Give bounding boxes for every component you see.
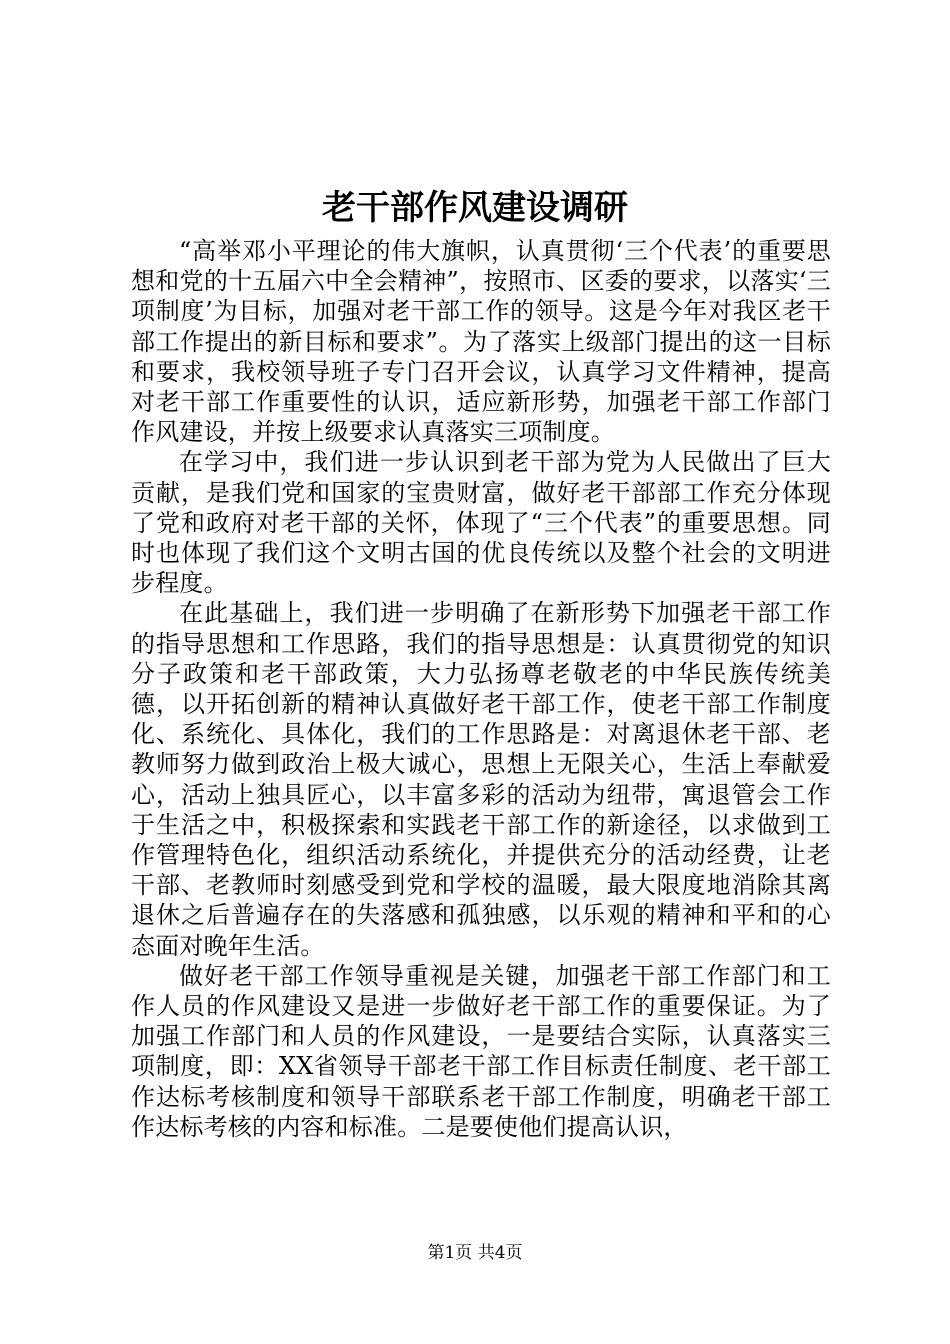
paragraph-2: 在学习中，我们进一步认识到老干部为党为人民做出了巨大贡献，是我们党和国家的宝贵财富，做好老干部部工作充分体现了党和政府对老干部的关怀，体现了“三个代表”的重要思想。同时也体现了我们这个文明古国的优良传统以及整个社会的文明进步程度。 bbox=[131, 448, 831, 598]
document-body bbox=[131, 236, 831, 1142]
paragraph-3: 在此基础上，我们进一步明确了在新形势下加强老干部工作的指导思想和工作思路，我们的指导思想是：认真贯彻党的知识分子政策和老干部政策，大力弘扬尊老敬老的中华民族传统美德，以开拓创新的精神认真做好老干部工作，使老干部工作制度化、系统化、具体化，我们的工作思路是：对离退休老干部、老教师努力做到政治上极大诚心，思想上无限关心，生活上奉献爱心，活动上独具匠心，以丰富多彩的活动为纽带，寓退管会工作于生活之中，积极探索和实践老干部工作的新途径，以求做到工作管理特色化，组织活动系统化，并提供充分的活动经费，让老干部、老教师时刻感受到党和学校的温暖，最大限度地消除其离退休之后普遍存在的失落感和孤独感，以乐观的精神和平和的心态面对晚年生活。 bbox=[131, 599, 831, 960]
paragraph-4: 做好老干部工作领导重视是关键，加强老干部工作部门和工作人员的作风建设又是进一步做好老干部工作的重要保证。为了加强工作部门和人员的作风建设，一是要结合实际，认真落实三项制度，即：XX省领导干部老干部工作目标责任制度、老干部工作达标考核制度和领导干部联系老干部工作制度，明确老干部工作达标考核的内容和标准。二是要使他们提高认识， bbox=[131, 961, 831, 1141]
page-title: 老干部作风建设调研 bbox=[322, 188, 628, 228]
page-number-footer: 第1页 共4页 bbox=[427, 1243, 523, 1263]
paragraph-1: “高举邓小平理论的伟大旗帜，认真贯彻‘三个代表’的重要思想和党的十五届六中全会精神”，按照市、区委的要求，以落实‘三项制度’为目标，加强对老干部工作的领导。这是今年对我区老干部工作提出的新目标和要求”。为了落实上级部门提出的这一目标和要求，我校领导班子专门召开会议，认真学习文件精神，提高对老干部工作重要性的认识，适应新形势，加强老干部工作部门作风建设，并按上级要求认真落实三项制度。 bbox=[131, 237, 831, 447]
